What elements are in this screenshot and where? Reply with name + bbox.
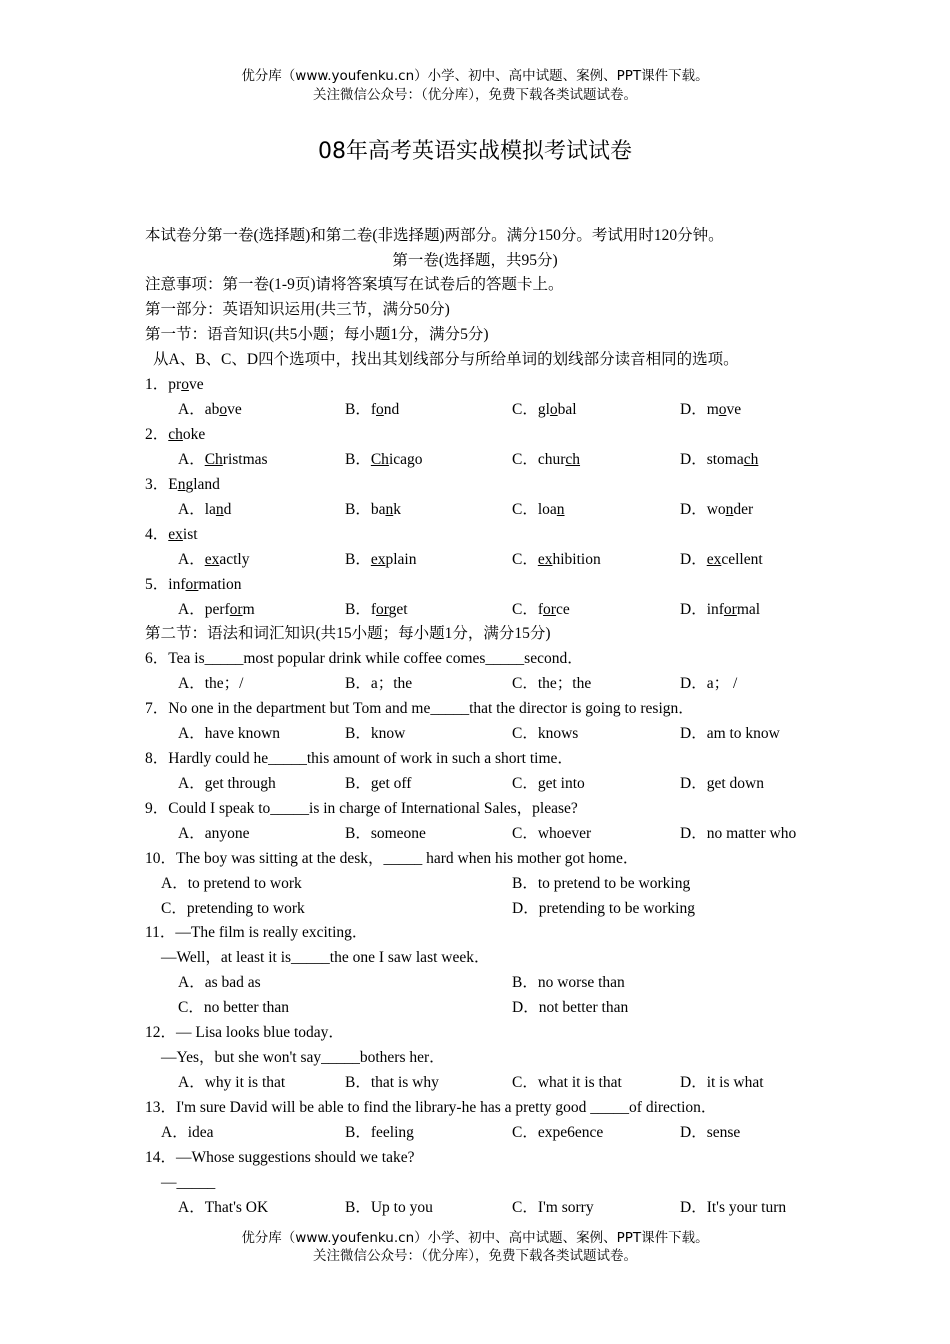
q7-option-a[interactable]: A．have known: [178, 725, 281, 742]
q8-option-d[interactable]: D．get down: [680, 775, 764, 792]
question-9-stem: 9．Could I speak to_____is in charge of International Sales，please?: [145, 800, 578, 817]
footer-line-2: 关注微信公众号：（优分库），免费下载各类试题试卷。: [313, 1248, 637, 1264]
q2-option-c[interactable]: C．church: [512, 451, 581, 468]
q11-option-b[interactable]: B．no worse than: [512, 974, 625, 991]
q11-option-a[interactable]: A．as bad as: [178, 974, 261, 991]
q9-option-a[interactable]: A．anyone: [178, 825, 250, 842]
q1-option-d[interactable]: D．move: [680, 401, 742, 418]
q14-option-b[interactable]: B．Up to you: [345, 1199, 433, 1216]
q8-option-a[interactable]: A．get through: [178, 775, 276, 792]
question-11-stem: 11．—The film is really exciting．: [145, 924, 368, 941]
q3-option-c[interactable]: C．loan: [512, 501, 565, 518]
q13-option-d[interactable]: D．sense: [680, 1124, 741, 1141]
q1-option-c[interactable]: C．global: [512, 401, 577, 418]
q4-option-c[interactable]: C．exhibition: [512, 551, 601, 568]
question-12-stem: 12．— Lisa looks blue today．: [145, 1024, 344, 1041]
q4-option-b[interactable]: B．explain: [345, 551, 417, 568]
question-4-stem: 4．exist: [145, 526, 198, 543]
q5-option-c[interactable]: C．force: [512, 601, 570, 618]
q11-option-c[interactable]: C．no better than: [178, 999, 290, 1016]
question-11-line2: —Well，at least it is_____the one I saw last week．: [161, 949, 490, 966]
header-line-2: 关注微信公众号：（优分库），免费下载各类试题试卷。: [313, 87, 637, 103]
q2-option-b[interactable]: B．Chicago: [345, 451, 423, 468]
q12-option-d[interactable]: D．it is what: [680, 1074, 764, 1091]
q2-option-d[interactable]: D．stomach: [680, 451, 759, 468]
q6-option-a[interactable]: A．the；/: [178, 675, 244, 692]
notice-text: 注意事项：第一卷(1-9页)请将答案填写在试卷后的答题卡上。: [145, 276, 564, 293]
question-14-line2: —_____: [161, 1174, 216, 1191]
footer-line-1: 优分库（www.youfenku.cn）小学、初中、高中试题、案例、PPT课件下载。: [241, 1230, 709, 1246]
q5-option-a[interactable]: A．perform: [178, 601, 255, 618]
question-8-stem: 8．Hardly could he_____this amount of work in such a short time．: [145, 750, 573, 767]
q11-option-d[interactable]: D．not better than: [512, 999, 629, 1016]
q14-option-d[interactable]: D．It's your turn: [680, 1199, 787, 1216]
q10-option-a[interactable]: A．to pretend to work: [161, 875, 302, 892]
question-3-stem: 3．England: [145, 476, 220, 493]
section2-heading: 第二节：语法和词汇知识(共15小题；每小题1分，满分15分): [145, 625, 551, 642]
part1-title: 第一卷(选择题，共95分): [392, 252, 558, 269]
question-5-stem: 5．information: [145, 576, 242, 593]
q13-option-a[interactable]: A．idea: [161, 1124, 214, 1141]
q6-option-c[interactable]: C．the；the: [512, 675, 592, 692]
q12-option-b[interactable]: B．that is why: [345, 1074, 439, 1091]
q14-option-a[interactable]: A．That's OK: [178, 1199, 269, 1216]
section1-instruction: 从A、B、C、D四个选项中，找出其划线部分与所给单词的划线部分读音相同的选项。: [153, 351, 739, 368]
q10-option-d[interactable]: D．pretending to be working: [512, 900, 695, 917]
question-13-stem: 13．I'm sure David will be able to find the library-he has a pretty good _____of direction．: [145, 1099, 717, 1116]
q3-option-b[interactable]: B．bank: [345, 501, 401, 518]
q9-option-c[interactable]: C．whoever: [512, 825, 592, 842]
q10-option-b[interactable]: B．to pretend to be working: [512, 875, 691, 892]
q9-option-d[interactable]: D．no matter who: [680, 825, 797, 842]
q5-option-d[interactable]: D．informal: [680, 601, 761, 618]
q2-option-a[interactable]: A．Christmas: [178, 451, 268, 468]
q8-option-b[interactable]: B．get off: [345, 775, 412, 792]
q6-option-d[interactable]: D．a； /: [680, 675, 738, 692]
q3-option-d[interactable]: D．wonder: [680, 501, 754, 518]
section-part1-heading: 第一部分：英语知识运用(共三节，满分50分): [145, 301, 450, 318]
q1-option-a[interactable]: A．above: [178, 401, 242, 418]
q7-option-c[interactable]: C．knows: [512, 725, 579, 742]
q8-option-c[interactable]: C．get into: [512, 775, 585, 792]
q13-option-c[interactable]: C．expe6ence: [512, 1124, 604, 1141]
q12-option-c[interactable]: C．what it is that: [512, 1074, 622, 1091]
question-7-stem: 7．No one in the department but Tom and me_____that the director is going to resign．: [145, 700, 694, 717]
question-6-stem: 6．Tea is_____most popular drink while coffee comes_____second．: [145, 650, 583, 667]
q6-option-b[interactable]: B．a；the: [345, 675, 413, 692]
intro-text: 本试卷分第一卷(选择题)和第二卷(非选择题)两部分。满分150分。考试用时120分钟。: [145, 227, 724, 244]
question-10-stem: 10．The boy was sitting at the desk，_____ hard when his mother got home．: [145, 850, 639, 867]
q4-option-a[interactable]: A．exactly: [178, 551, 250, 568]
question-2-stem: 2．choke: [145, 426, 206, 443]
page-title: 08年高考英语实战模拟考试试卷: [318, 139, 632, 164]
q7-option-b[interactable]: B．know: [345, 725, 406, 742]
q5-option-b[interactable]: B．forget: [345, 601, 408, 618]
question-1-stem: 1．prove: [145, 376, 204, 393]
q13-option-b[interactable]: B．feeling: [345, 1124, 414, 1141]
q12-option-a[interactable]: A．why it is that: [178, 1074, 286, 1091]
section1-heading: 第一节：语音知识(共5小题；每小题1分，满分5分): [145, 326, 489, 343]
q3-option-a[interactable]: A．land: [178, 501, 232, 518]
q7-option-d[interactable]: D．am to know: [680, 725, 780, 742]
header-line-1: 优分库（www.youfenku.cn）小学、初中、高中试题、案例、PPT课件下载。: [241, 68, 709, 84]
q9-option-b[interactable]: B．someone: [345, 825, 426, 842]
question-12-line2: —Yes，but she won't say_____bothers her．: [161, 1049, 445, 1066]
q14-option-c[interactable]: C．I'm sorry: [512, 1199, 594, 1216]
q10-option-c[interactable]: C．pretending to work: [161, 900, 305, 917]
question-14-stem: 14．—Whose suggestions should we take?: [145, 1149, 415, 1166]
q1-option-b[interactable]: B．fond: [345, 401, 400, 418]
q4-option-d[interactable]: D．excellent: [680, 551, 763, 568]
